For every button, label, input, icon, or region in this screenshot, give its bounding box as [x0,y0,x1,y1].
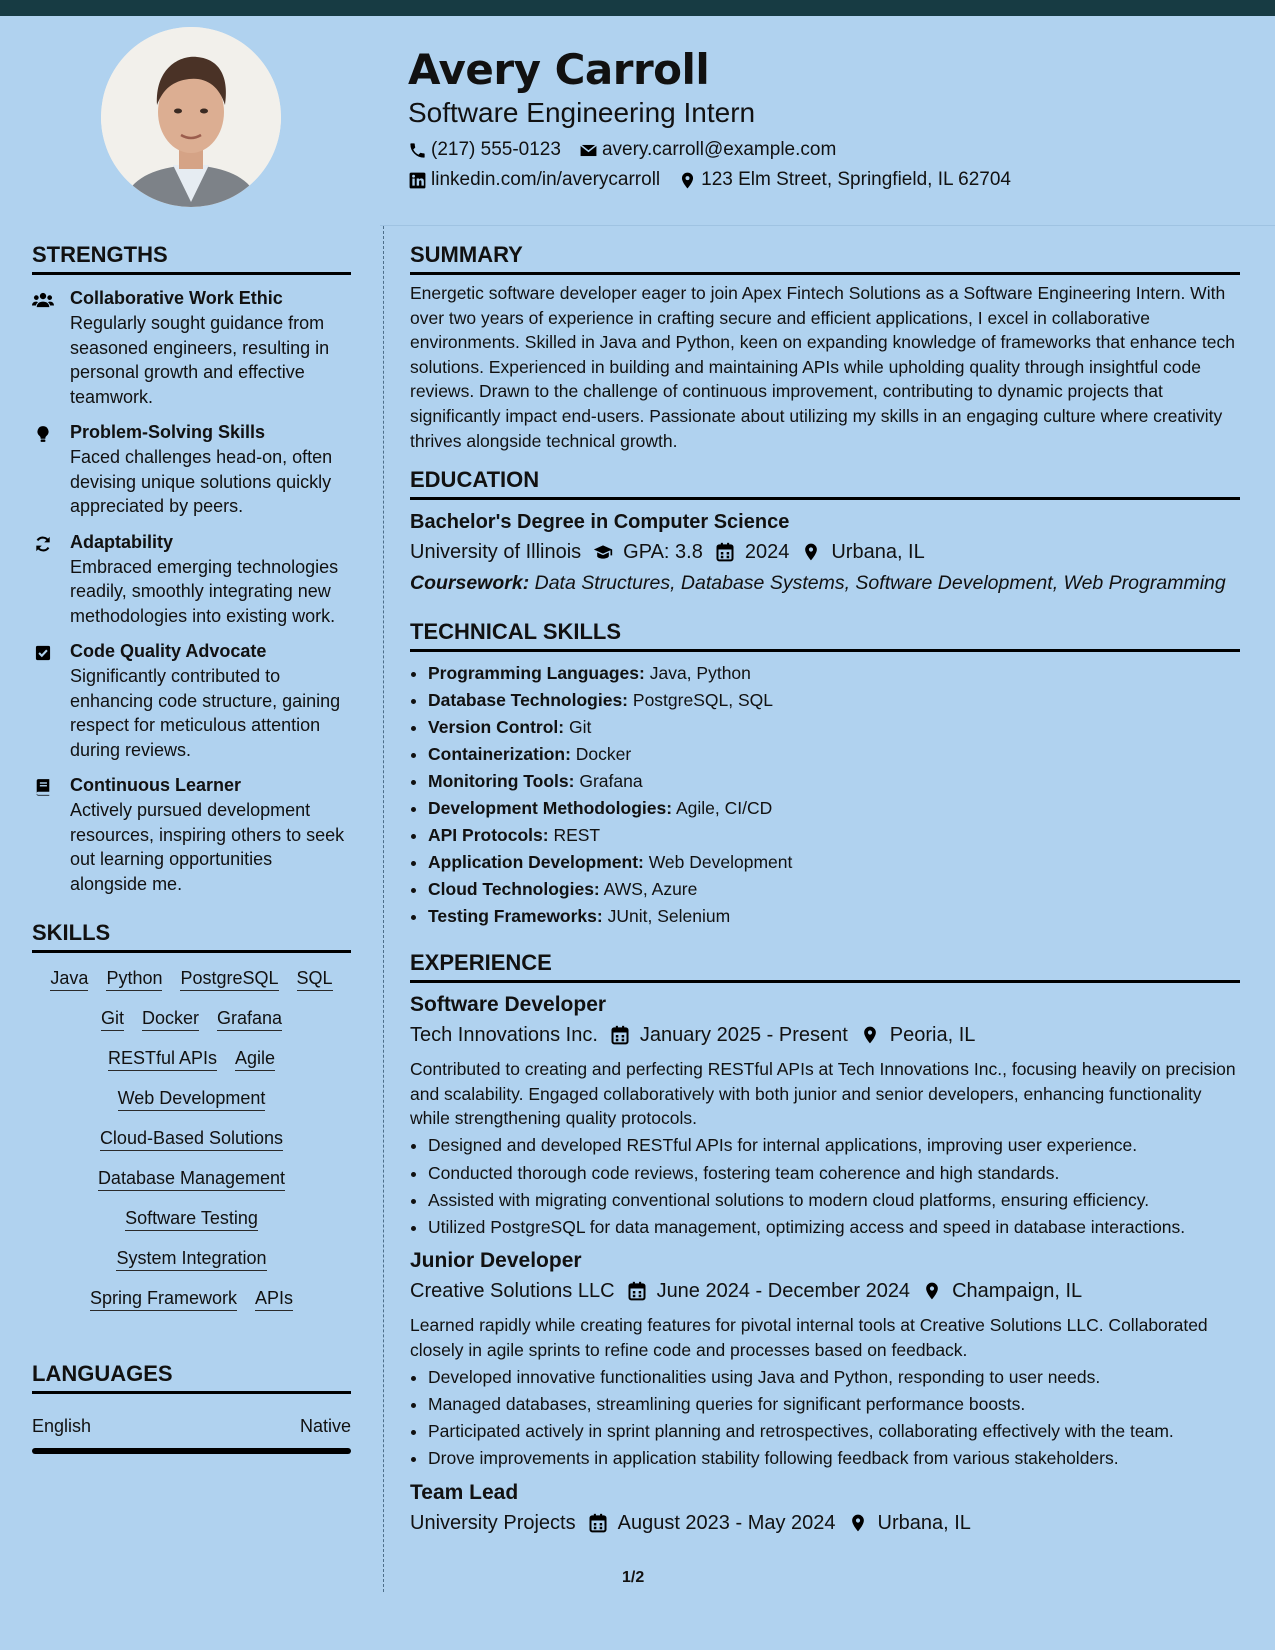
list-item: • Assisted with migrating conventional solutions to modern cloud platforms, ensuring efficiency. [428,1188,1240,1213]
experience-title: EXPERIENCE [410,948,1240,983]
list-item [428,714,1240,741]
candidate-name: Avery Carroll [408,45,710,94]
education-location: Urbana, IL [831,541,925,564]
skill-tag: Python [106,967,162,991]
right-column [410,240,1240,1537]
skill-tag: APIs [255,1287,293,1311]
skill-value: Git [569,717,592,738]
contact-email[interactable] [579,138,836,162]
skill-tag: System Integration [116,1247,266,1271]
degree: Bachelor's Degree in Computer Science [410,511,790,534]
strengths-title: STRENGTHS [32,240,351,275]
skill-label: Cloud Technologies: [428,879,600,900]
job-dates: August 2023 - May 2024 [617,1511,836,1534]
skill-tag: Docker [142,1007,199,1031]
job-dates: June 2024 - December 2024 [656,1280,911,1303]
skill-tag: Spring Framework [90,1287,237,1311]
company: University Projects [410,1511,576,1534]
job-dates: January 2025 - Present [639,1024,848,1047]
map-pin-icon [801,542,821,562]
job-meta [410,1509,1240,1537]
list-item [428,849,1240,876]
contact-phone [408,138,561,162]
contact-linkedin[interactable] [408,168,660,192]
skill-label: Containerization: [428,744,571,765]
list-item [428,822,1240,849]
skill-label: Application Development: [428,852,644,873]
strength-text: Faced challenges head-on, often devising unique solutions quickly appreciated by peers. [70,447,333,516]
calendar-icon [610,1025,630,1045]
list-item [428,903,1240,930]
skill-value: PostgreSQL, SQL [632,690,773,711]
education-title: EDUCATION [410,465,1240,500]
contact-address [678,168,1011,192]
strength-text: Embraced emerging technologies readily, smoothly integrating new methodologies into existing work. [70,556,339,626]
job-entry [410,1247,1240,1471]
checkbox-icon [32,643,54,663]
languages-section [32,1359,351,1454]
skill-tag: Grafana [217,1007,282,1031]
list-item: • Drove improvements in application stability following feedback from various stakeholders. [428,1446,1240,1471]
calendar-icon [715,542,735,562]
skill-value: Grafana [579,771,643,792]
graduation-year: 2024 [744,541,790,564]
experience-section [410,948,1240,1537]
skill-tag: Database Management [98,1167,285,1191]
lightbulb-icon [32,424,54,444]
languages-title: LANGUAGES [32,1359,351,1394]
list-item: • Utilized PostgreSQL for data management, optimizing access and speed in database interactions. [428,1215,1240,1240]
coursework-label: Coursework: [410,572,530,595]
skill-tag: Cloud-Based Solutions [100,1127,283,1151]
language-level-bar [32,1448,351,1454]
strength-item [32,640,351,762]
strength-title: Code Quality Advocate [70,641,267,661]
skills-title: SKILLS [32,918,351,953]
list-item [428,876,1240,903]
map-pin-icon [860,1025,880,1045]
skill-label: Programming Languages: [428,663,645,684]
skill-tag: Agile [235,1047,275,1071]
linkedin-text[interactable]: linkedin.com/in/averycarroll [431,169,661,190]
education-meta [410,538,1240,566]
strength-title: Problem-Solving Skills [70,422,266,442]
page-number: 1/2 [622,1569,645,1586]
list-item [428,660,1240,687]
profile-photo-illustration [101,27,281,207]
skill-tag: SQL [297,967,333,991]
skill-label: Testing Frameworks: [428,906,603,927]
list-item [428,687,1240,714]
skill-tag: RESTful APIs [108,1047,217,1071]
strengths-section [32,240,351,896]
strength-item [32,421,351,519]
job-bullets [428,1133,1240,1239]
strength-text: Significantly contributed to enhancing code structure, gaining respect for meticulous attention during reviews. [70,666,341,760]
list-item: • Participated actively in sprint planning and retrospectives, collaborating effectively with the team. [428,1419,1240,1444]
skill-label: Monitoring Tools: [428,771,575,792]
technical-skills-title: TECHNICAL SKILLS [410,617,1240,652]
skill-label: Development Methodologies: [428,798,673,819]
job-bullets [428,1365,1240,1471]
skill-tag: PostgreSQL [180,967,278,991]
email-text[interactable]: avery.carroll@example.com [601,139,837,160]
map-pin-icon [848,1513,868,1533]
strength-title: Collaborative Work Ethic [70,288,283,308]
header-divider [380,225,1275,226]
skill-value: Agile, CI/CD [675,798,773,819]
envelope-icon [579,141,598,160]
left-column [32,240,351,1454]
strength-text: Regularly sought guidance from seasoned engineers, resulting in personal growth and effective teamwork. [70,313,330,407]
profile-photo [101,27,281,207]
strength-title: Continuous Learner [70,775,242,795]
users-icon [32,290,54,310]
skill-value: Java, Python [649,663,751,684]
skill-value: Web Development [648,852,793,873]
address-text: 123 Elm Street, Springfield, IL 62704 [701,169,1011,190]
contact-line-1 [408,138,1248,162]
school: University of Illinois [410,541,582,564]
resume-header [408,42,1248,192]
calendar-icon [588,1513,608,1533]
map-pin-icon [922,1281,942,1301]
job-meta [410,1277,1240,1305]
technical-skills-section [410,617,1240,930]
column-divider [383,226,384,1592]
summary-text: Energetic software developer eager to join Apex Fintech Solutions as a Software Engineering Intern. With over two years of experience in crafting secure and efficient applications, I excel in collaborative environments. Skilled in Java and Python, keen on expanding knowledge of frameworks that enhance tech solutions. Experienced in building and maintaining APIs while upholding quality through insightful code reviews. Drawn to the challenge of continuous improvement, contributing to dynamic projects that significantly impact end-users. Passionate about utilizing my skills in an engaging culture where creativity thrives alongside technical growth. [410,283,1235,451]
phone-text: (217) 555-0123 [431,139,561,160]
list-item: • Developed innovative functionalities using Java and Python, responding to user needs. [428,1365,1240,1390]
job-location: Urbana, IL [877,1511,971,1534]
job-location: Champaign, IL [952,1280,1083,1303]
language-name: English [32,1416,92,1436]
skill-value: JUnit, Selenium [607,906,731,927]
strength-item [32,287,351,409]
technical-skills-list [428,660,1240,930]
skill-value: Docker [575,744,632,765]
list-item [428,768,1240,795]
job-summary: Learned rapidly while creating features for pivotal internal tools at Creative Solutions LLC. Collaborated closely in agile sprints to refine code and processes based on feedback. [410,1315,1208,1360]
linkedin-icon [408,171,427,190]
job-title: Software Developer [410,993,607,1017]
job-summary: Contributed to creating and perfecting RESTful APIs at Tech Innovations Inc., focusing heavily on precision and scalability. Engaged collaboratively with both junior and senior developers, enhancing functionality while strengthening quality protocols. [410,1059,1236,1129]
map-pin-icon [678,171,697,190]
job-title: Junior Developer [410,1249,582,1273]
gpa: GPA: 3.8 [623,541,703,564]
skill-tags [32,959,351,1319]
list-item [428,741,1240,768]
job-entry [410,1479,1240,1537]
summary-section [410,240,1240,453]
summary-title: SUMMARY [410,240,1240,275]
company: Tech Innovations Inc. [410,1024,598,1047]
coursework [410,571,1240,595]
language-level: Native [299,1416,351,1436]
calendar-icon [627,1281,647,1301]
skill-label: Database Technologies: [428,690,629,711]
list-item [428,795,1240,822]
skill-value: REST [553,825,601,846]
skill-tag: Java [50,967,88,991]
job-title: Team Lead [410,1480,519,1504]
strength-item [32,774,351,896]
job-entry [410,991,1240,1239]
sync-icon [32,534,54,554]
list-item: • Conducted thorough code reviews, fostering team coherence and high standards. [428,1161,1240,1186]
education-section [410,465,1240,595]
list-item: • Managed databases, streamlining queries for significant performance boosts. [428,1392,1240,1417]
skill-tag: Git [101,1007,124,1031]
strength-item [32,531,351,629]
job-location: Peoria, IL [889,1024,976,1047]
skill-value: AWS, Azure [603,879,698,900]
book-icon [32,777,54,797]
strength-title: Adaptability [70,531,174,552]
job-meta [410,1021,1240,1049]
skill-tag: Web Development [118,1087,266,1111]
list-item: • Designed and developed RESTful APIs for internal applications, improving user experience. [428,1133,1240,1158]
company: Creative Solutions LLC [410,1280,615,1303]
skills-section [32,918,351,1319]
skill-tag: Software Testing [125,1207,258,1231]
contact-line-2 [408,168,1248,192]
skill-label: Version Control: [428,717,565,738]
coursework-list: Data Structures, Database Systems, Software Development, Web Programming [534,572,1226,595]
skill-label: API Protocols: [428,825,549,846]
language-row [32,1414,351,1438]
phone-icon [408,141,427,160]
graduation-cap-icon [593,542,613,562]
candidate-role: Software Engineering Intern [408,97,756,128]
top-bar [0,0,1275,16]
strength-text: Actively pursued development resources, inspiring others to seek out learning opportunities alongside me. [70,800,345,894]
